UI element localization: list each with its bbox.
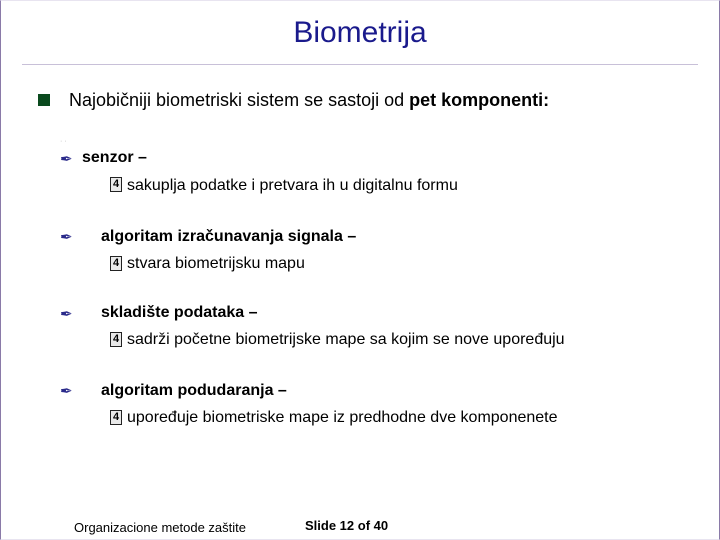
checkbox-4-icon: 4 <box>110 332 122 347</box>
item-title: algoritam podudaranja – <box>101 382 287 399</box>
item-desc: stvara biometrijsku mapu <box>127 255 305 272</box>
intro-text: Najobičniji biometriski sistem se sastoji od <box>69 90 410 110</box>
slide-title: Biometrija <box>293 16 427 49</box>
checkbox-4-icon: 4 <box>110 256 122 271</box>
title-divider <box>22 64 698 65</box>
item-desc: sakuplja podatke i pretvara ih u digitalnu formu <box>127 177 458 194</box>
footer-course-name: Organizacione metode zaštite <box>74 520 246 535</box>
footer-slide-number: Slide 12 of 40 <box>305 518 389 533</box>
item-desc: sadrži početne biometrijske mape sa kojim se nove upoređuju <box>127 331 565 348</box>
square-bullet-icon <box>38 94 50 106</box>
checkbox-4-icon: 4 <box>110 410 122 425</box>
item-title: algoritam izračunavanja signala – <box>101 228 357 245</box>
checkbox-4-icon: 4 <box>110 177 122 192</box>
item-title: senzor – <box>82 149 147 166</box>
intro-line <box>69 90 549 111</box>
pen-icon: ✒ <box>60 306 73 323</box>
pen-icon: ✒ <box>60 229 73 246</box>
pen-icon: ✒ <box>60 151 73 168</box>
item-desc: upoređuje biometriske mape iz predhodne dve komponenete <box>127 409 558 426</box>
pen-icon: ✒ <box>60 383 73 400</box>
item-title: skladište podataka – <box>101 304 258 321</box>
intro-bold: pet komponenti: <box>409 90 550 110</box>
ghost-marks: · · <box>60 138 67 145</box>
